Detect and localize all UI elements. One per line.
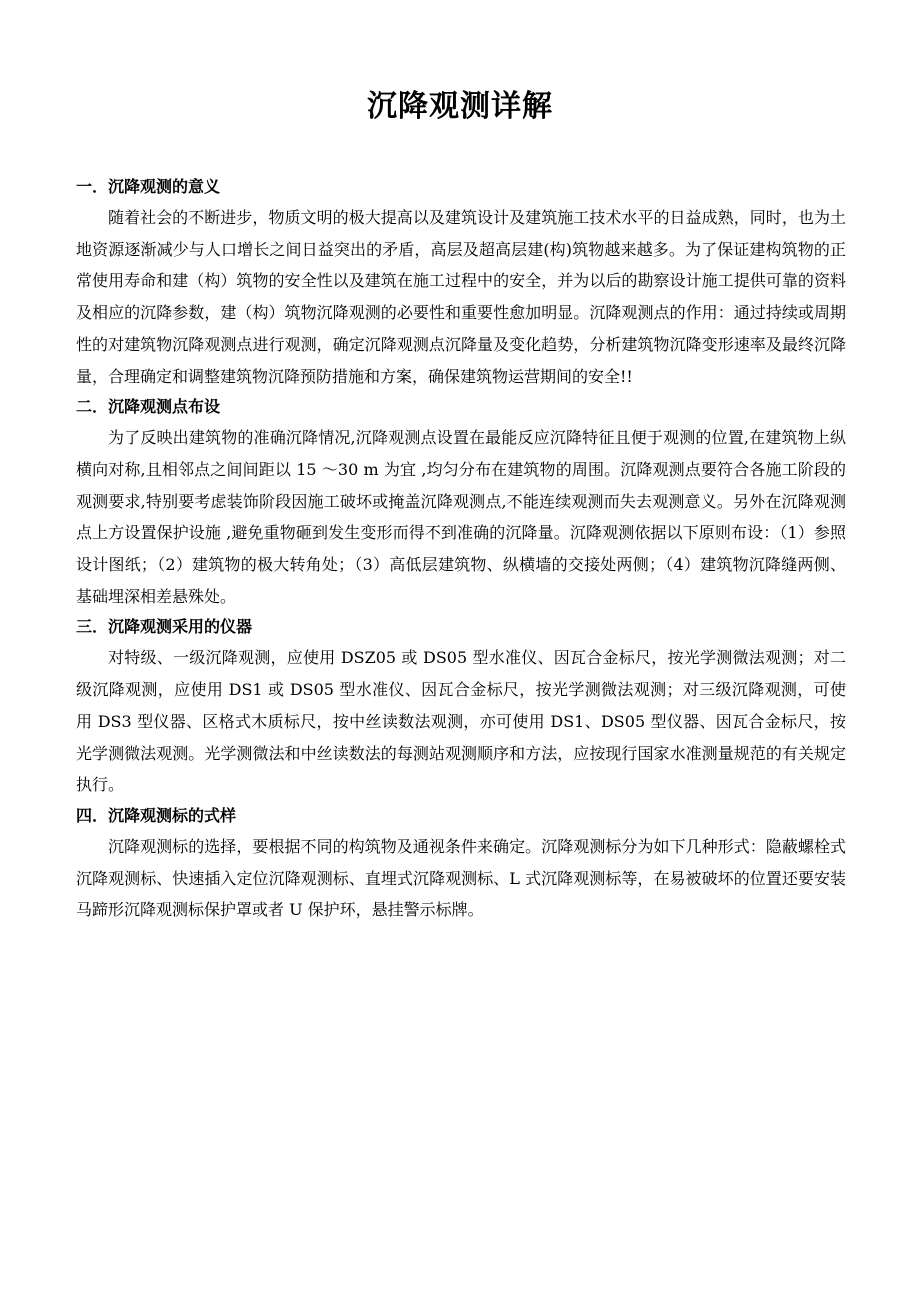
section-paragraph: 为了反映出建筑物的准确沉降情况,沉降观测点设置在最能反应沉降特征且便于观测的位置,在建筑物上纵横向对称,且相邻点之间间距以 15 ～30 m 为宜 ,均匀分布在建筑物的周围。沉降观测点要符合各施工阶段的观测要求,特别要考虑装饰阶段因施工破坏或掩盖沉降观测点,不能连续观测而失去观测意义。另外在沉降观测点上方设置保护设施 ,避免重物砸到发生变形而得不到准确的沉降量。沉降观测依据以下原则布设：（1）参照设计图纸；（2）建筑物的极大转角处；（3）高低层建筑物、纵横墙的交接处两侧；（4）建筑物沉降缝两侧、基础埋深相差悬殊处。: [76, 428, 846, 606]
document-title: 沉降观测详解: [367, 89, 553, 124]
section-heading: 四．沉降观测标的式样: [76, 805, 237, 825]
section-marker-styles: [76, 801, 846, 926]
document-body: [76, 172, 846, 926]
section-paragraph: 随着社会的不断进步，物质文明的极大提高以及建筑设计及建筑施工技术水平的日益成熟，同时，也为土地资源逐渐减少与人口增长之间日益突出的矛盾，高层及超高层建(构)筑物越来越多。为了保证建构筑物的正常使用寿命和建（构）筑物的安全性以及建筑在施工过程中的安全，并为以后的勘察设计施工提供可靠的资料及相应的沉降参数，建（构）筑物沉降观测的必要性和重要性愈加明显。沉降观测点的作用：通过持续或周期性的对建筑物沉降观测点进行观测，确定沉降观测点沉降量及变化趋势，分析建筑物沉降变形速率及最终沉降量，合理确定和调整建筑物沉降预防措施和方案，确保建筑物运营期间的安全!!: [76, 208, 846, 386]
section-point-layout: [76, 392, 846, 612]
section-heading: 一．沉降观测的意义: [76, 177, 221, 196]
section-significance: [76, 172, 846, 392]
section-paragraph: 对特级、一级沉降观测，应使用 DSZ05 或 DS05 型水准仪、因瓦合金标尺，按光学测微法观测；对二级沉降观测，应使用 DS1 或 DS05 型水准仪、因瓦合金标尺，按光学测微法观测；对三级沉降观测，可使用 DS3 型仪器、区格式木质标尺，按中丝读数法观测，亦可使用 DS1、DS05 型仪器、因瓦合金标尺，按光学测微法观测。光学测微法和中丝读数法的每测站观测顺序和方法，应按现行国家水准测量规范的有关规定执行。: [76, 648, 846, 795]
section-instruments: [76, 612, 846, 801]
section-heading: 二．沉降观测点布设: [76, 397, 221, 417]
section-heading: 三．沉降观测采用的仪器: [76, 617, 253, 637]
section-paragraph: 沉降观测标的选择，要根据不同的构筑物及通视条件来确定。沉降观测标分为如下几种形式：隐蔽螺栓式沉降观测标、快速插入定位沉降观测标、直埋式沉降观测标、L 式沉降观测标等，在易被破坏的位置还要安装马蹄形沉降观测标保护罩或者 U 保护环，悬挂警示标牌。: [76, 836, 846, 920]
